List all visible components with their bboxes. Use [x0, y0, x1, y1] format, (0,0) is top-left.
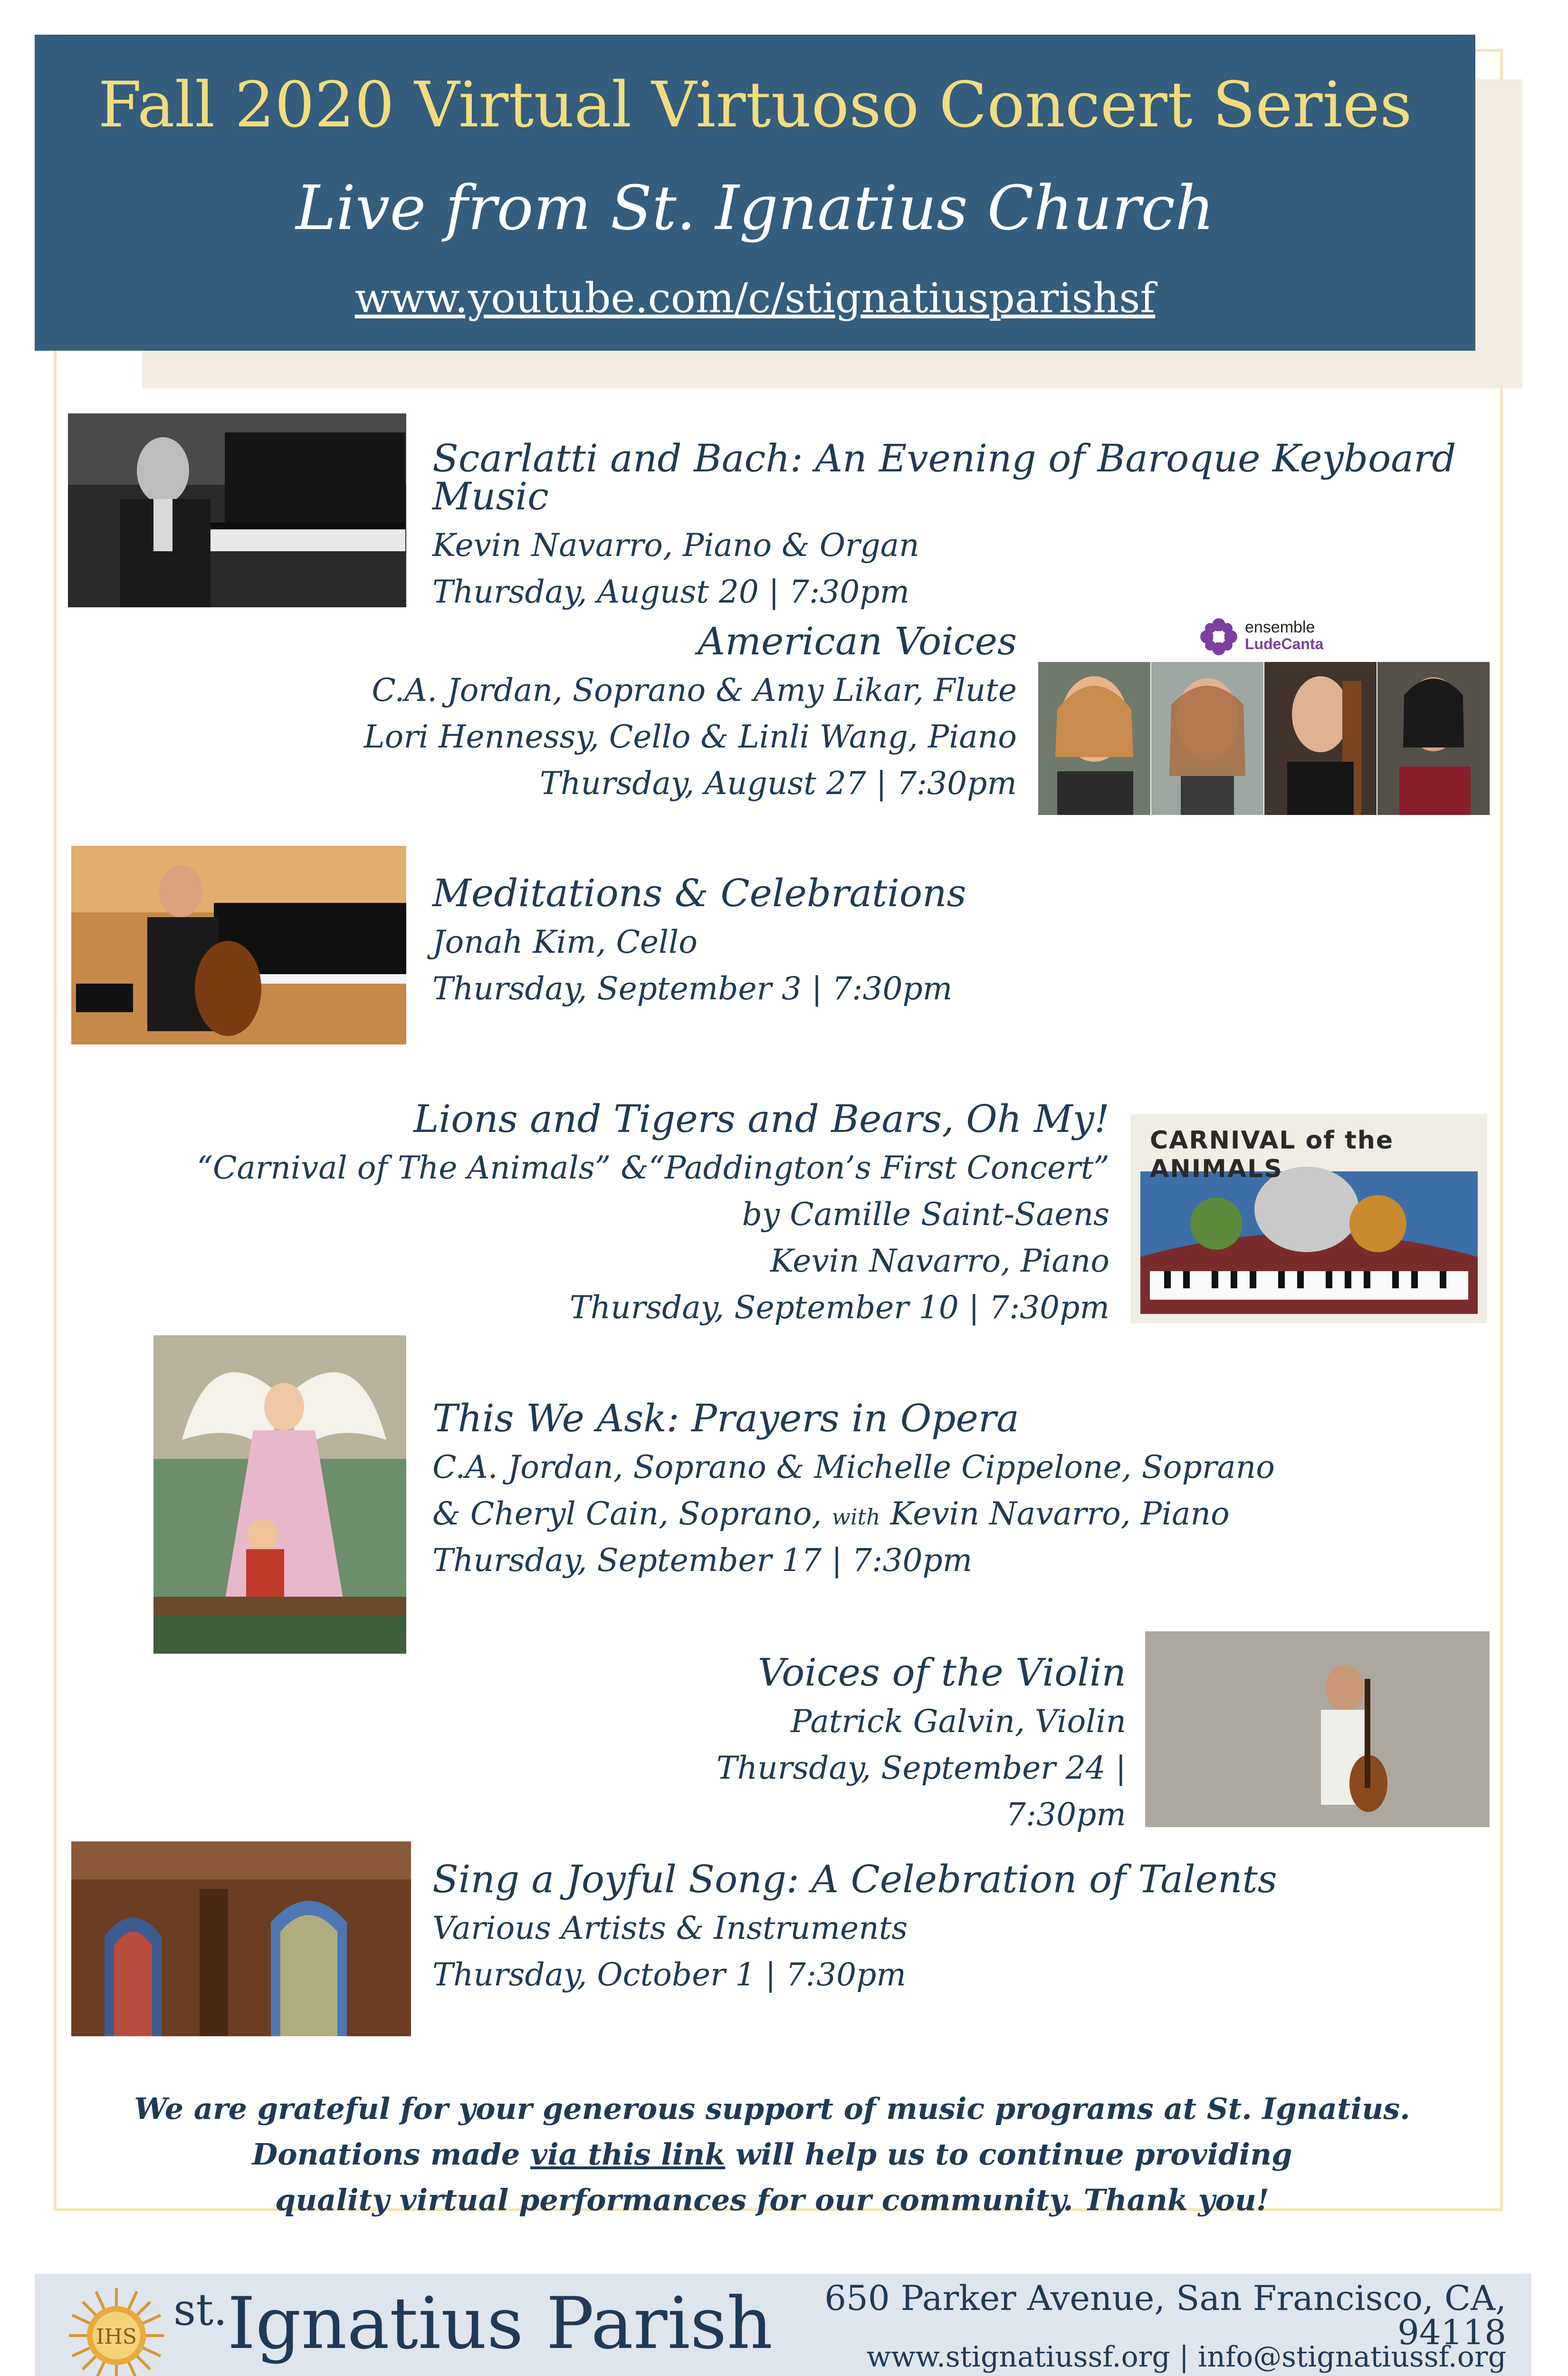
concert-date: Thursday, September 17 | 7:30pm: [432, 1542, 973, 1579]
concert-title: Voices of the Violin: [757, 1650, 1126, 1695]
concert-date: Thursday, October 1 | 7:30pm: [432, 1956, 906, 1993]
parish-name: [173, 2282, 773, 2365]
concert-performers: by Camille Saint-Saens: [742, 1196, 1109, 1233]
ensemble-logo-line1: ensemble: [1245, 618, 1315, 636]
parish-contact[interactable]: www.stignatiussf.org | info@stignatiussf.org: [866, 2340, 1506, 2374]
donation-link[interactable]: via this link: [530, 2137, 726, 2172]
concert-performers: Kevin Navarro, Piano & Organ: [432, 527, 919, 564]
ensemble-logo: [1197, 615, 1340, 658]
concert-performers: C.A. Jordan, Soprano & Amy Likar, Flute: [372, 672, 1017, 709]
concert-1: [432, 436, 1501, 623]
concert-performers: Various Artists & Instruments: [432, 1910, 908, 1946]
pianist-photo: [68, 413, 406, 607]
concert-performers: Patrick Galvin, Violin: [790, 1703, 1126, 1740]
donation-line-3: quality virtual performances for our community. Thank you!: [275, 2183, 1270, 2218]
concert-title: Sing a Joyful Song: A Celebration of Talents: [432, 1857, 1277, 1901]
youtube-link[interactable]: www.youtube.com/c/stignatiusparishsf: [354, 275, 1156, 322]
page-title: Fall 2020 Virtual Virtuoso Concert Series: [98, 68, 1412, 142]
donation-note: [71, 2086, 1473, 2223]
seal-text: IHS: [96, 2325, 137, 2349]
flower-icon: [1197, 615, 1240, 658]
carnival-poster: [1131, 1114, 1487, 1323]
concert-performers: C.A. Jordan, Soprano & Michelle Cippelone, Soprano: [432, 1449, 1275, 1485]
concert-performers-line2: [432, 1495, 1501, 1532]
ensemble-logo-line2: LudeCanta: [1245, 635, 1324, 652]
concert-title: Meditations & Celebrations: [432, 871, 966, 915]
parish-name-main: Ignatius Parish: [227, 2282, 773, 2365]
concert-title: Scarlatti and Bach: An Evening of Baroque Keyboard Music: [432, 436, 1456, 518]
concert-3: [432, 871, 1501, 1020]
concert-performers: “Carnival of The Animals” &“Paddington’s First Concert”: [197, 1150, 1109, 1186]
concert-title: Lions and Tigers and Bears, Oh My!: [413, 1097, 1109, 1141]
concert-date: Thursday, August 20 | 7:30pm: [432, 574, 910, 610]
concert-date: Thursday, September 24 |: [716, 1750, 1126, 1786]
with-word: with: [832, 1504, 880, 1530]
donation-text: will help us to continue providing: [725, 2137, 1292, 2172]
concert-7: [432, 1857, 1501, 2006]
concert-title: American Voices: [698, 619, 1017, 663]
concert-date-time: 7:30pm: [1005, 1796, 1126, 1833]
concert-4: [143, 1097, 1109, 1339]
concert-title: This We Ask: Prayers in Opera: [432, 1396, 1019, 1440]
parish-address: 650 Parker Avenue, San Francisco, CA, 94118: [824, 2278, 1506, 2352]
parish-seal-icon: [67, 2286, 166, 2376]
poster-title: CARNIVAL of the ANIMALS: [1150, 1126, 1394, 1183]
concert-5: [432, 1396, 1501, 1591]
concert-performers: Kevin Navarro, Piano: [770, 1243, 1109, 1279]
concert-accompanist: Kevin Navarro, Piano: [890, 1495, 1230, 1532]
page-subtitle: Live from St. Ignatius Church: [296, 173, 1214, 244]
concert-6: [143, 1650, 1126, 1846]
concert-performers: Lori Hennessy, Cello & Linli Wang, Piano: [363, 719, 1017, 755]
angel-painting: [153, 1335, 406, 1654]
ensemble-photo: [1038, 662, 1490, 815]
concert-performers: & Cheryl Cain, Soprano,: [432, 1495, 822, 1532]
donation-line-1: We are grateful for your generous support of music programs at St. Ignatius.: [134, 2091, 1410, 2126]
violinist-photo: [1145, 1631, 1490, 1827]
parish-name-st: st.: [173, 2284, 228, 2335]
concert-performers: Jonah Kim, Cello: [432, 924, 698, 960]
concert-date: Thursday, August 27 | 7:30pm: [539, 765, 1017, 802]
concert-date: Thursday, September 10 | 7:30pm: [569, 1289, 1109, 1326]
concert-date: Thursday, September 3 | 7:30pm: [432, 970, 953, 1007]
stained-glass-photo: [71, 1841, 411, 2036]
donation-line-2: [71, 2132, 1473, 2177]
cellist-photo: [71, 846, 406, 1044]
concert-2: [143, 619, 1017, 814]
donation-text: Donations made: [252, 2137, 531, 2172]
